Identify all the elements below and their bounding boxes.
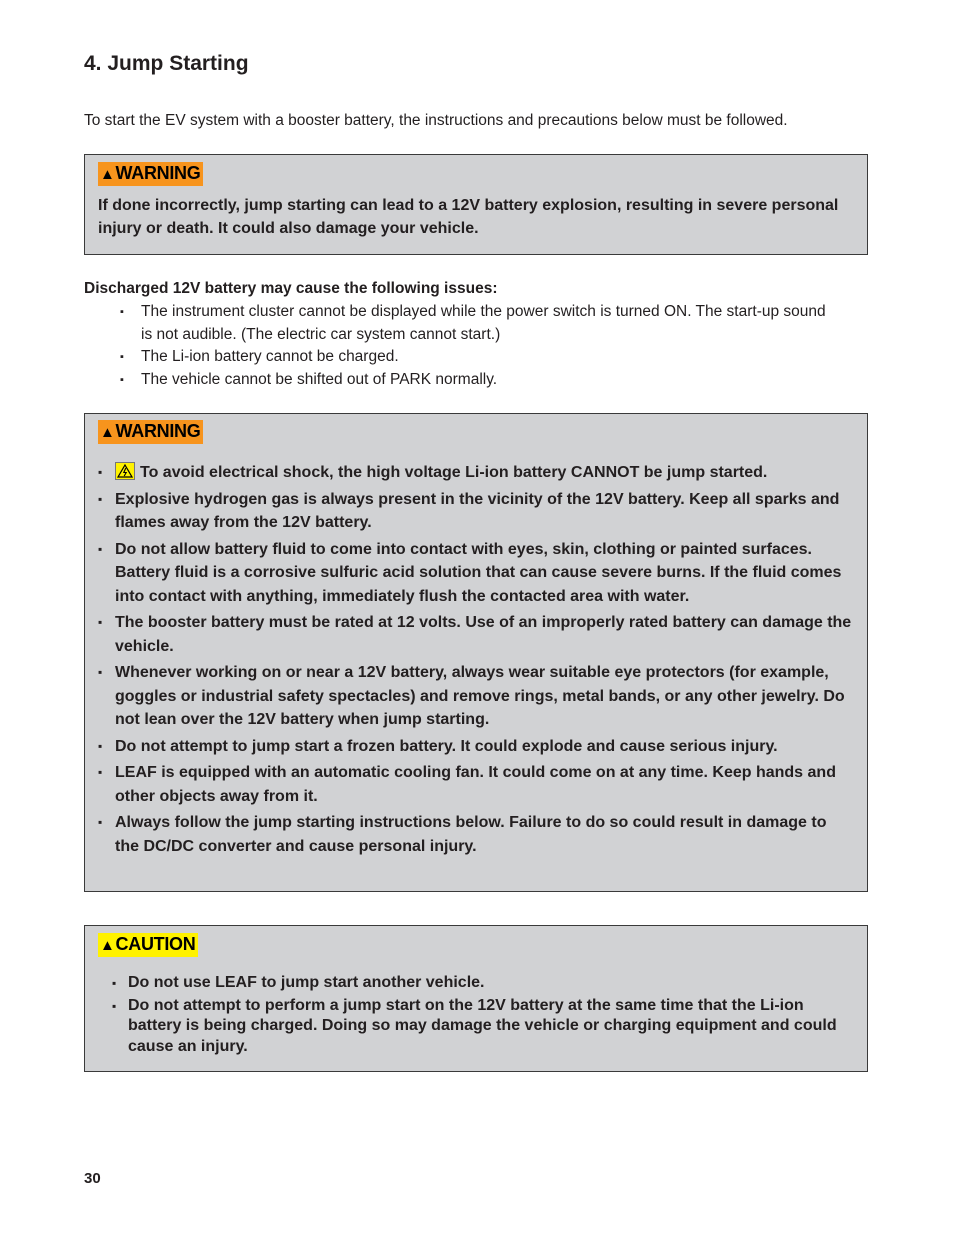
- list-item: ▪ Always follow the jump starting instructions below. Failure to do so could result in damage to the DC/DC converter and cause personal injury.: [98, 811, 854, 858]
- warning-triangle-icon: ▲: [100, 166, 115, 183]
- caution-list: [112, 973, 854, 1057]
- issues-heading: Discharged 12V battery may cause the following issues:: [84, 280, 498, 297]
- warning-badge: [98, 420, 203, 444]
- warning-badge-label: WARNING: [115, 163, 201, 183]
- list-item: ▪ Do not allow battery fluid to come into contact with eyes, skin, clothing or painted surfaces. Battery fluid is a corrosive sulfuric acid solution that can cause severe burns. If the fluid comes into contact with anything, immediately flush the contacted area with water.: [98, 538, 854, 609]
- list-item: ▪ The booster battery must be rated at 12 volts. Use of an improperly rated battery can damage the vehicle.: [98, 611, 854, 658]
- caution-box: [84, 925, 868, 1072]
- warning-box-explosion: [84, 154, 868, 255]
- warning-box-safety: [84, 413, 868, 892]
- high-voltage-icon: [115, 462, 135, 480]
- list-item: ▪ The Li-ion battery cannot be charged.: [120, 346, 840, 369]
- list-item-text: To avoid electrical shock, the high voltage Li-ion battery CANNOT be jump started.: [140, 464, 768, 481]
- list-item: ▪ Explosive hydrogen gas is always present in the vicinity of the 12V battery. Keep all sparks and flames away from the 12V battery.: [98, 488, 854, 535]
- list-item: ▪ Do not use LEAF to jump start another vehicle.: [112, 973, 854, 994]
- warning-badge: [98, 162, 203, 186]
- issues-list: [120, 301, 840, 391]
- list-item: ▪ Do not attempt to jump start a frozen battery. It could explode and cause serious injury.: [98, 735, 854, 759]
- section-title: 4. Jump Starting: [84, 52, 249, 75]
- warning-triangle-icon: ▲: [100, 937, 115, 954]
- warning-text: If done incorrectly, jump starting can lead to a 12V battery explosion, resulting in severe personal injury or death. It could also damage your vehicle.: [98, 197, 839, 237]
- caution-badge: [98, 933, 198, 957]
- intro-paragraph: To start the EV system with a booster battery, the instructions and precautions below must be followed.: [84, 112, 788, 129]
- page-number: 30: [84, 1170, 101, 1187]
- list-item: ▪ The vehicle cannot be shifted out of PARK normally.: [120, 369, 840, 392]
- warning-triangle-icon: ▲: [100, 424, 115, 441]
- caution-badge-label: CAUTION: [115, 934, 196, 954]
- list-item: ▪ Do not attempt to perform a jump start on the 12V battery at the same time that the Li-ion battery is being charged. Doing so may damage the vehicle or charging equipment and could cause an injury.: [112, 996, 854, 1058]
- warning-badge-label: WARNING: [115, 421, 201, 441]
- list-item: ▪ LEAF is equipped with an automatic cooling fan. It could come on at any time. Keep hands and other objects away from it.: [98, 761, 854, 808]
- warning-list: [98, 461, 854, 858]
- list-item: [98, 461, 854, 485]
- list-item: ▪ Whenever working on or near a 12V battery, always wear suitable eye protectors (for example, goggles or industrial safety spectacles) and remove rings, metal bands, or any other jewelry. Do not lean over the 12V battery when jump starting.: [98, 661, 854, 732]
- list-item: ▪ The instrument cluster cannot be displayed while the power switch is turned ON. The start-up sound is not audible. (The electric car system cannot start.): [120, 301, 840, 346]
